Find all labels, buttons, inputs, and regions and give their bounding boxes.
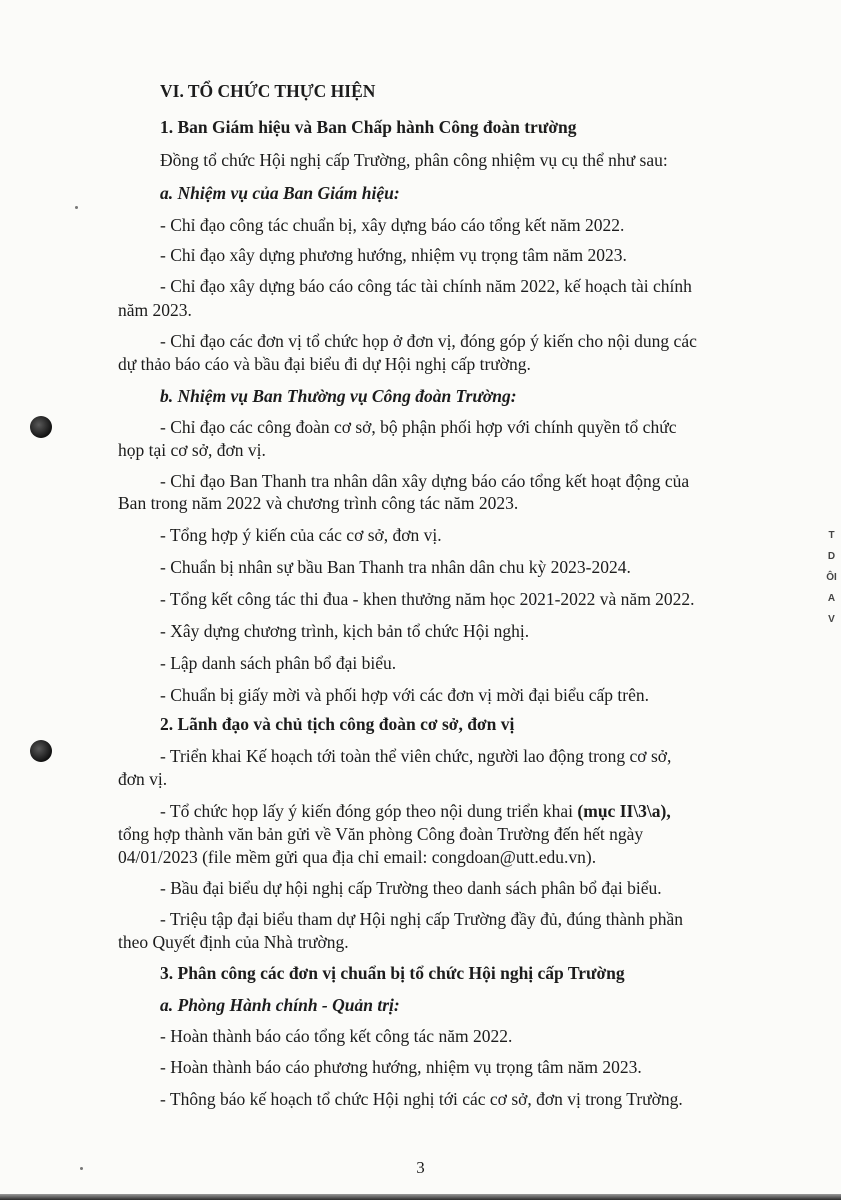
page-number: 3 xyxy=(416,1158,425,1177)
list-item: - Thông báo kế hoạch tổ chức Hội nghị tới các cơ sở, đơn vị trong Trường. xyxy=(160,1089,683,1109)
list-item-continued: năm 2023. xyxy=(118,300,192,320)
part1-b-heading: b. Nhiệm vụ Ban Thường vụ Công đoàn Trường: xyxy=(160,386,517,406)
list-item-continued: Ban trong năm 2022 và chương trình công tác năm 2023. xyxy=(118,493,519,513)
section-reference: (mục II\3\a), xyxy=(577,801,671,821)
list-item: - Chỉ đạo các đơn vị tổ chức họp ở đơn vị, đóng góp ý kiến cho nội dung các xyxy=(160,331,697,351)
punch-hole-top xyxy=(30,416,52,438)
stamp-letter: V xyxy=(828,614,835,625)
list-item: - Tổng kết công tác thi đua - khen thưởng năm học 2021-2022 và năm 2022. xyxy=(160,589,695,609)
stamp-letter: A xyxy=(827,593,836,604)
part3-heading: 3. Phân công các đơn vị chuẩn bị tổ chức Hội nghị cấp Trường xyxy=(160,963,625,983)
list-item: - Triển khai Kế hoạch tới toàn thể viên chức, người lao động trong cơ sở, xyxy=(160,746,672,766)
list-item: - Chỉ đạo các công đoàn cơ sở, bộ phận phối hợp với chính quyền tổ chức xyxy=(160,417,677,437)
list-item: - Hoàn thành báo cáo tổng kết công tác năm 2022. xyxy=(160,1026,513,1046)
list-item: - Chỉ đạo xây dựng báo cáo công tác tài chính năm 2022, kế hoạch tài chính xyxy=(160,276,692,296)
scan-speck xyxy=(75,206,78,209)
list-item-continued: theo Quyết định của Nhà trường. xyxy=(118,932,349,952)
punch-hole-bottom xyxy=(30,740,52,762)
list-item-continued: dự thảo báo cáo và bầu đại biểu đi dự Hội nghị cấp trường. xyxy=(118,354,531,374)
list-item-continued: đơn vị. xyxy=(118,769,168,789)
part2-heading: 2. Lãnh đạo và chủ tịch công đoàn cơ sở, đơn vị xyxy=(160,714,515,734)
list-item: - Triệu tập đại biểu tham dự Hội nghị cấp Trường đầy đủ, đúng thành phần xyxy=(160,909,684,929)
list-item: - Lập danh sách phân bổ đại biểu. xyxy=(160,653,397,673)
list-item-continued: họp tại cơ sở, đơn vị. xyxy=(118,440,266,460)
stamp-letter: ÔI xyxy=(826,572,837,583)
list-item: - Hoàn thành báo cáo phương hướng, nhiệm vụ trọng tâm năm 2023. xyxy=(160,1057,642,1077)
scan-edge xyxy=(0,1194,841,1200)
list-item: - Chỉ đạo xây dựng phương hướng, nhiệm vụ trọng tâm năm 2023. xyxy=(160,245,627,265)
part1-heading: 1. Ban Giám hiệu và Ban Chấp hành Công đoàn trường xyxy=(160,117,577,137)
section-heading: VI. TỔ CHỨC THỰC HIỆN xyxy=(160,81,376,101)
list-item-continued: 04/01/2023 (file mềm gửi qua địa chỉ email: congdoan@utt.edu.vn). xyxy=(118,847,597,867)
consultation-text: - Tổ chức họp lấy ý kiến đóng góp theo nội dung triển khai xyxy=(160,801,574,821)
list-item-continued: tổng hợp thành văn bản gửi về Văn phòng Công đoàn Trường đến hết ngày xyxy=(118,824,644,844)
part1-a-heading: a. Nhiệm vụ của Ban Giám hiệu: xyxy=(160,183,400,203)
margin-stamp xyxy=(822,525,841,695)
stamp-letter: T xyxy=(828,530,835,541)
stamp-letter: D xyxy=(827,551,836,562)
list-item: - Chỉ đạo Ban Thanh tra nhân dân xây dựng báo cáo tổng kết hoạt động của xyxy=(160,471,690,491)
list-item: - Xây dựng chương trình, kịch bản tổ chức Hội nghị. xyxy=(160,621,530,641)
part3-a-heading: a. Phòng Hành chính - Quản trị: xyxy=(160,995,400,1015)
list-item: - Bầu đại biểu dự hội nghị cấp Trường theo danh sách phân bổ đại biểu. xyxy=(160,878,662,898)
list-item: - Chuẩn bị nhân sự bầu Ban Thanh tra nhân dân chu kỳ 2023-2024. xyxy=(160,557,631,577)
part1-intro: Đồng tổ chức Hội nghị cấp Trường, phân công nhiệm vụ cụ thể như sau: xyxy=(160,150,668,170)
list-item: - Tổng hợp ý kiến của các cơ sở, đơn vị. xyxy=(160,525,442,545)
list-item: - Chuẩn bị giấy mời và phối hợp với các đơn vị mời đại biểu cấp trên. xyxy=(160,685,650,705)
list-item: - Chỉ đạo công tác chuẩn bị, xây dựng báo cáo tổng kết năm 2022. xyxy=(160,215,625,235)
list-item xyxy=(160,800,671,822)
